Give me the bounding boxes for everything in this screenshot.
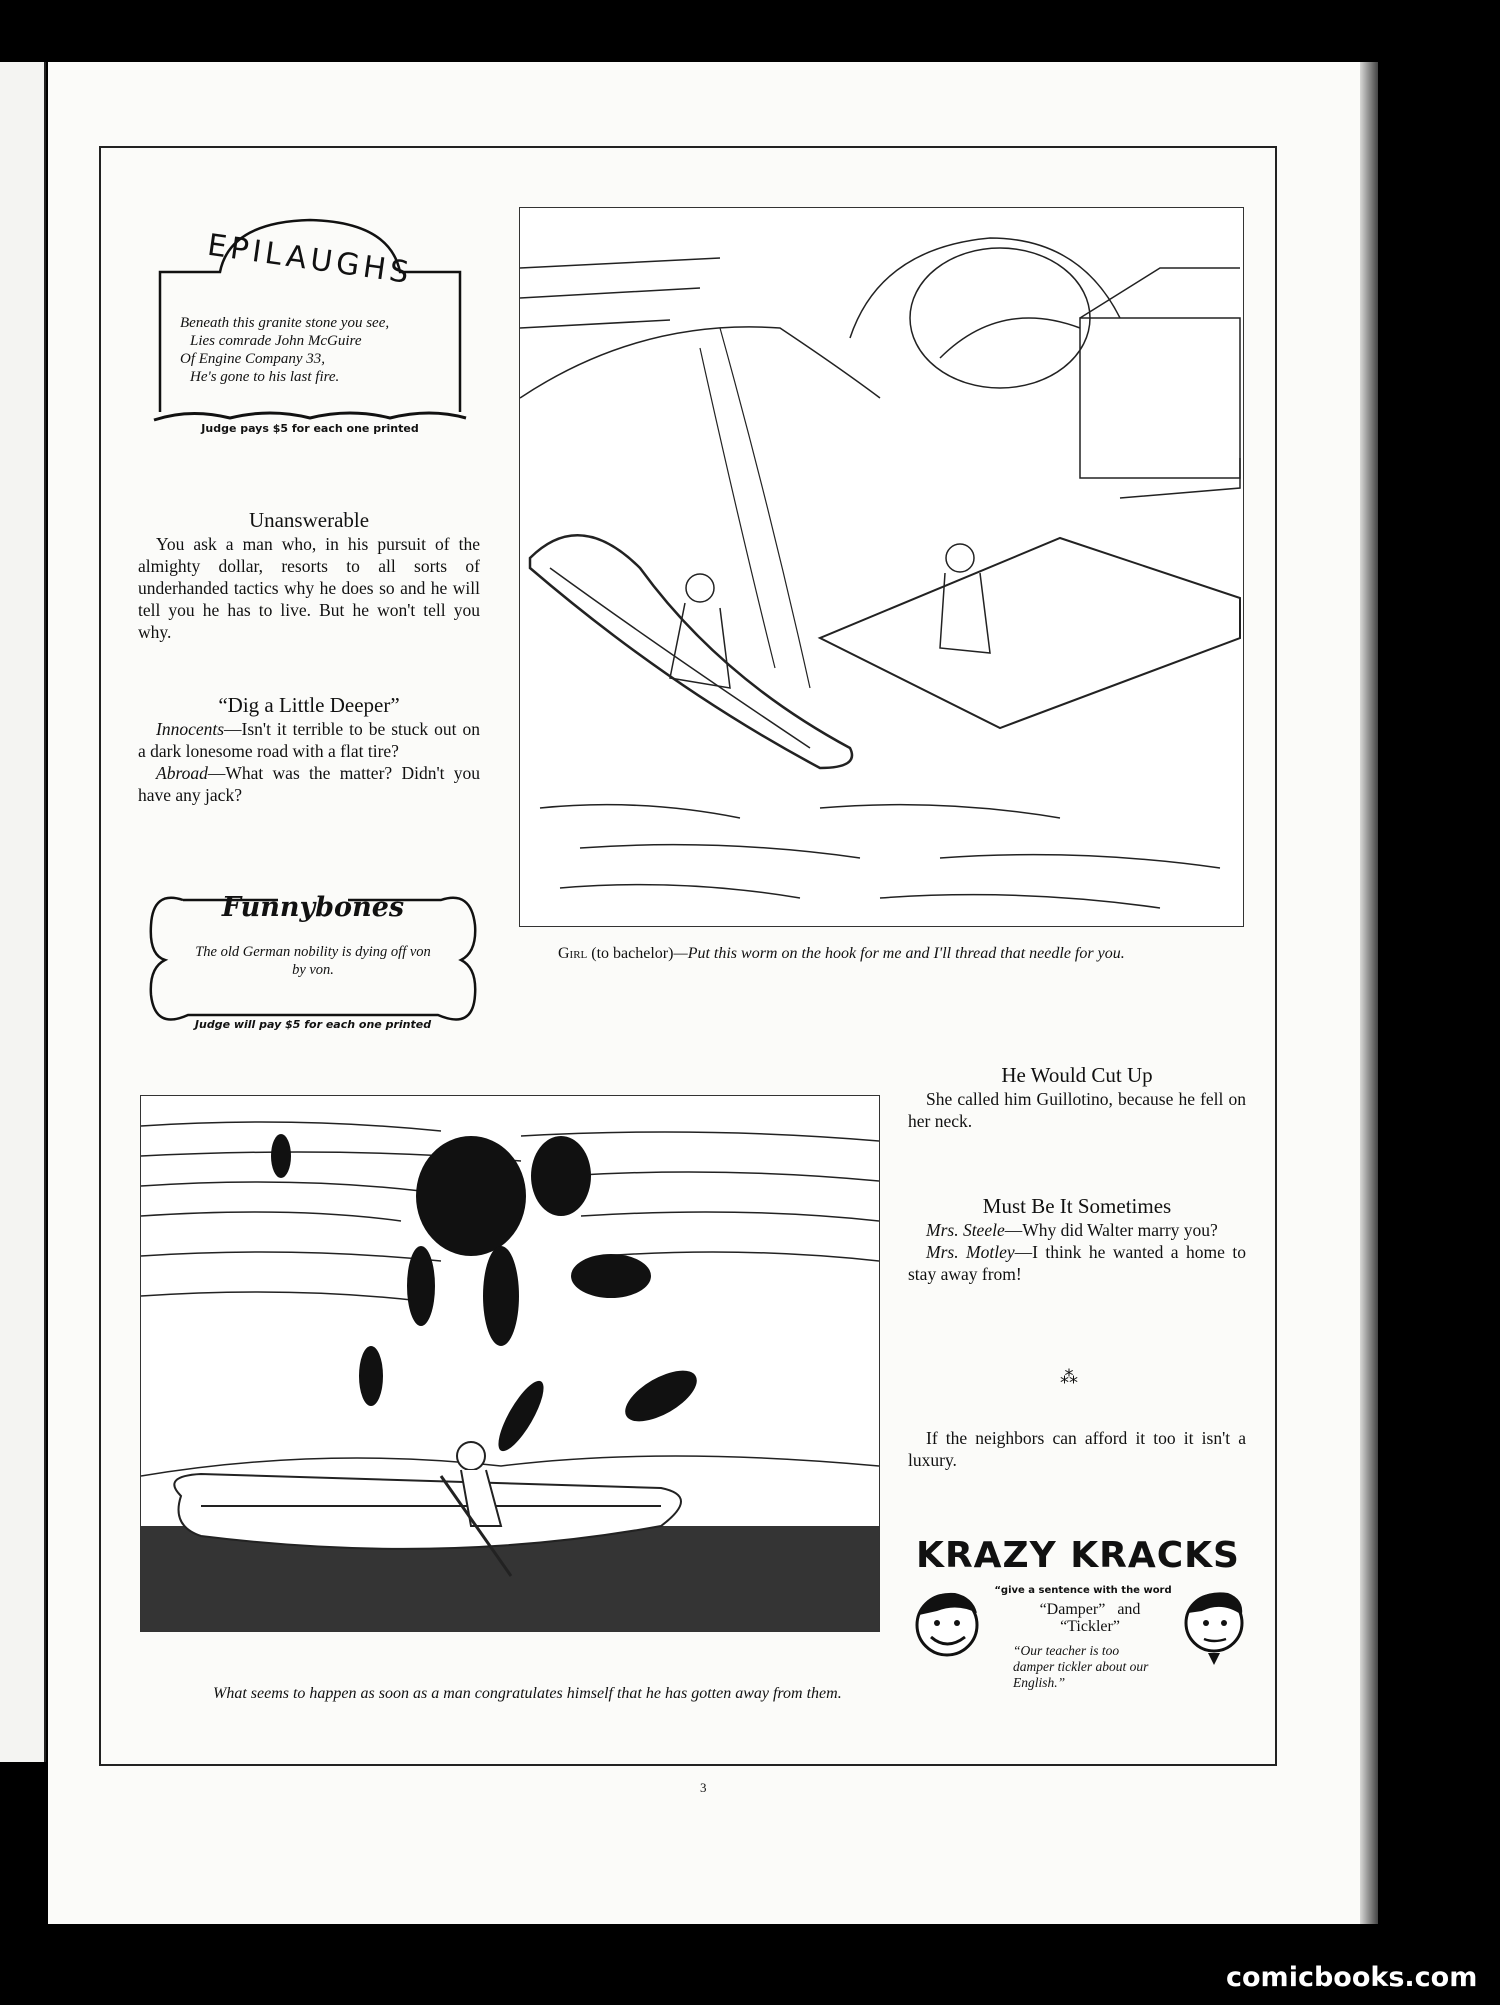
krazy-kracks-subtitle: “give a sentence with the word [994,1585,1172,1596]
speaker-name: Innocents [156,719,225,739]
swimmers-canoe-drawing [141,1096,879,1631]
caption-aside: (to bachelor) [587,945,674,962]
krazy-kracks-words [1015,1601,1165,1635]
word-one: “Damper” [1039,1601,1106,1618]
thinking-face-icon [1178,1585,1253,1670]
verse-line: Of Engine Company 33, [180,351,325,367]
sometimes-line [908,1219,1246,1241]
speaker-name: Abroad [156,763,208,783]
verse-line: Beneath this granite stone you see, [180,315,390,331]
funnybones-footer: Judge will pay $5 for each one printed [194,1018,432,1031]
word-two: “Tickler” [1060,1618,1120,1635]
canoe-cartoon-illustration [519,207,1244,927]
watermark: comicbooks.com [1226,1962,1478,1993]
caption-text: —Put this worm on the hook for me and I'll thread that needle for you. [673,945,1125,962]
unanswerable-heading: Unanswerable [248,508,370,532]
unanswerable-article [138,508,480,643]
sometimes-line [908,1241,1246,1285]
adjacent-page-edge [0,62,46,1762]
cut-up-text: She called him Guillotino, because he fell on her neck. [908,1089,1246,1131]
canoe-cartoon-caption [558,943,1218,965]
epilaughs-title: EPILAUGHS [205,227,415,292]
krazy-kracks-box [903,1535,1253,1750]
dialogue-text: —Why did Walter marry you? [1004,1220,1218,1240]
epilaughs-footer: Judge pays $5 for each one printed [201,422,419,435]
sometimes-article [908,1194,1246,1285]
unanswerable-text: You ask a man who, in his pursuit of the almighty dollar, resorts to all sorts of underhanded tactics why he does so and he will tell you he has to live. But he won't tell you why. [138,534,480,642]
verse-line: Lies comrade John McGuire [190,333,362,349]
luxury-text: If the neighbors can afford it too it isn't a luxury. [908,1428,1246,1470]
funnybones-box [143,880,483,1040]
verse-line: He's gone to his last fire. [190,369,340,385]
epilaughs-tombstone [150,212,470,452]
canoe-dock-drawing [520,208,1243,926]
swimmers-cartoon-caption: What seems to happen as soon as a man congratulates himself that he has gotten away from them. [213,1685,842,1702]
page-spine-shadow [1360,62,1378,1924]
dialogue-text: —Isn't it terrible to be stuck out on a dark lonesome road with a flat tire? [138,719,480,761]
cut-up-heading: He Would Cut Up [1001,1063,1153,1087]
dig-deeper-line [138,762,480,806]
dig-deeper-line [138,718,480,762]
epilaughs-verse [180,314,450,386]
grinning-face-icon [907,1585,987,1665]
funnybones-title: Funnybones [221,892,405,923]
krazy-kracks-title: KRAZY KRACKS [916,1535,1240,1576]
section-separator: ⁂ [1060,1367,1078,1387]
dig-deeper-article [138,693,480,806]
luxury-article [908,1427,1246,1471]
word-and: and [1117,1601,1141,1618]
krazy-kracks-answer: “Our teacher is too damper tickler about our English.” [1013,1643,1149,1690]
caption-speaker: Girl [558,945,588,962]
speaker-name: Mrs. Steele [926,1220,1005,1240]
speaker-name: Mrs. Motley [926,1242,1015,1262]
page-number: 3 [700,1780,707,1795]
funnybones-text: The old German nobility is dying off von by von. [195,944,431,978]
dialogue-text: —What was the matter? Didn't you have any jack? [138,763,480,805]
dialogue-text: —I think he wanted a home to stay away from! [908,1242,1246,1284]
sometimes-heading: Must Be It Sometimes [982,1194,1172,1218]
dig-deeper-heading: “Dig a Little Deeper” [218,693,400,717]
cut-up-article [908,1063,1246,1132]
swimmers-cartoon-illustration [140,1095,880,1632]
